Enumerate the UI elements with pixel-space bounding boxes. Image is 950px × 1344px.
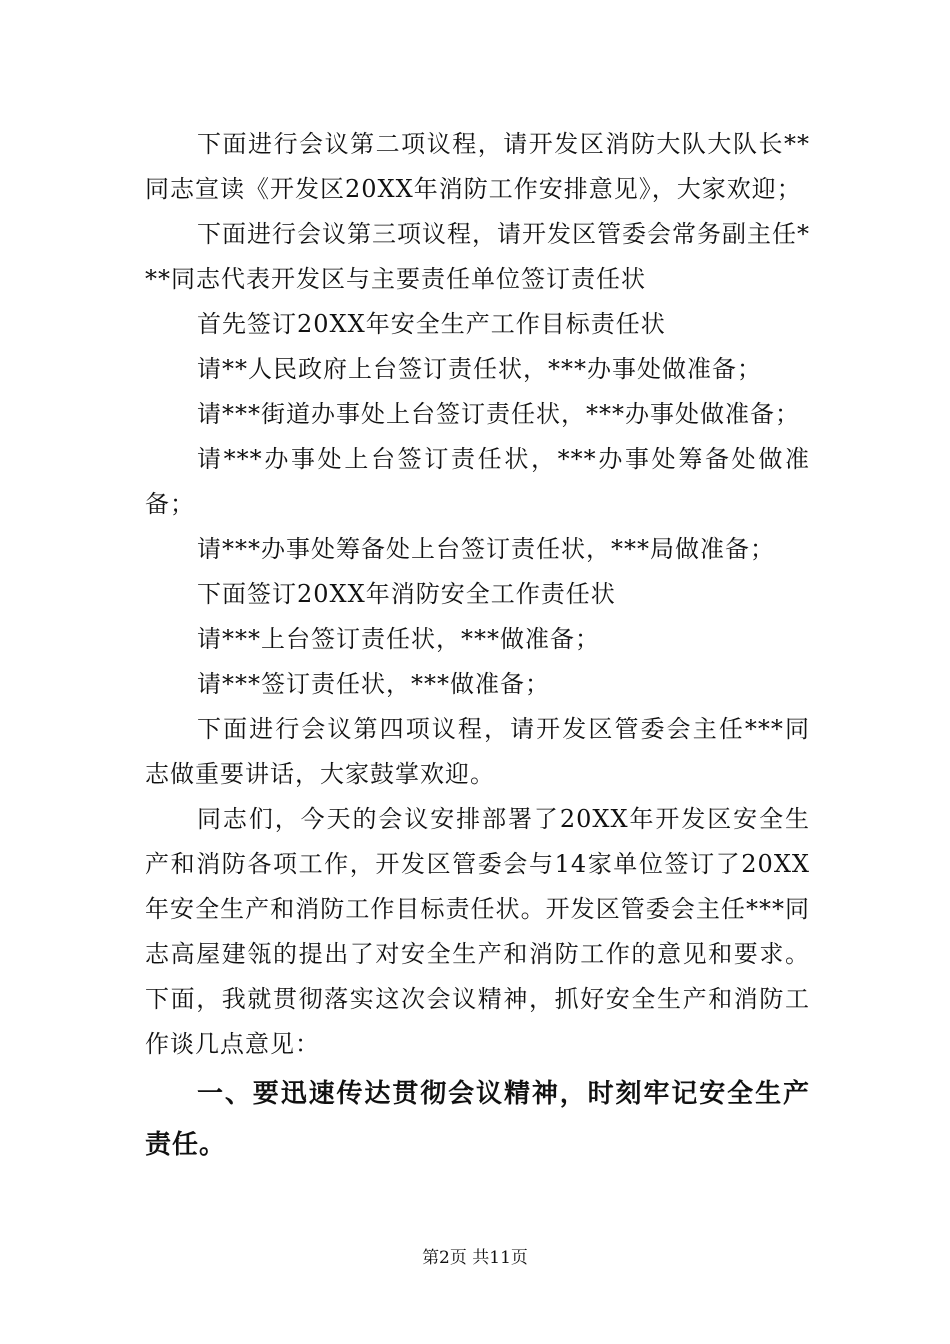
paragraph-sign-4: 请***办事处筹备处上台签订责任状，***局做准备；: [197, 535, 775, 563]
paragraph-speech: 同志们，今天的会议安排部署了20XX年开发区安全生产和消防各项工作，开发区管委会与14家单位签订了20XX年安全生产和消防工作目标责任状。开发区管委会主任***同志高屋建瓴的提出了对安全生产和消防工作的意见和要求。下面，我就贯彻落实这次会议精神，抓好安全生产和消防工作谈几点意见：: [145, 805, 810, 1058]
page-footer: 第2页 共11页: [422, 1248, 528, 1268]
paragraph-agenda-4: 下面进行会议第四项议程，请开发区管委会主任***同志做重要讲话，大家鼓掌欢迎。: [145, 715, 810, 788]
paragraph-sign-2: 请***街道办事处上台签订责任状，***办事处做准备；: [197, 400, 800, 428]
paragraph-sign-1: 请**人民政府上台签订责任状，***办事处做准备；: [197, 355, 762, 383]
paragraph-safety-responsibility: 首先签订20XX年安全生产工作目标责任状: [197, 310, 666, 338]
section-heading: 一、要迅速传达贯彻会议精神，时刻牢记安全生产责任。: [145, 1079, 810, 1160]
paragraph-sign-6: 请***签订责任状，***做准备；: [197, 670, 550, 698]
paragraph-sign-3: 请***办事处上台签订责任状，***办事处筹备处做准备；: [145, 445, 810, 518]
document-body: [145, 122, 810, 1171]
paragraph-agenda-3: 下面进行会议第三项议程，请开发区管委会常务副主任***同志代表开发区与主要责任单位签订责任状: [145, 220, 810, 293]
paragraph-sign-5: 请***上台签订责任状，***做准备；: [197, 625, 600, 653]
paragraph-agenda-2: 下面进行会议第二项议程，请开发区消防大队大队长**同志宣读《开发区20XX年消防工作安排意见》，大家欢迎；: [145, 130, 810, 203]
paragraph-fire-responsibility: 下面签订20XX年消防安全工作责任状: [197, 580, 616, 608]
